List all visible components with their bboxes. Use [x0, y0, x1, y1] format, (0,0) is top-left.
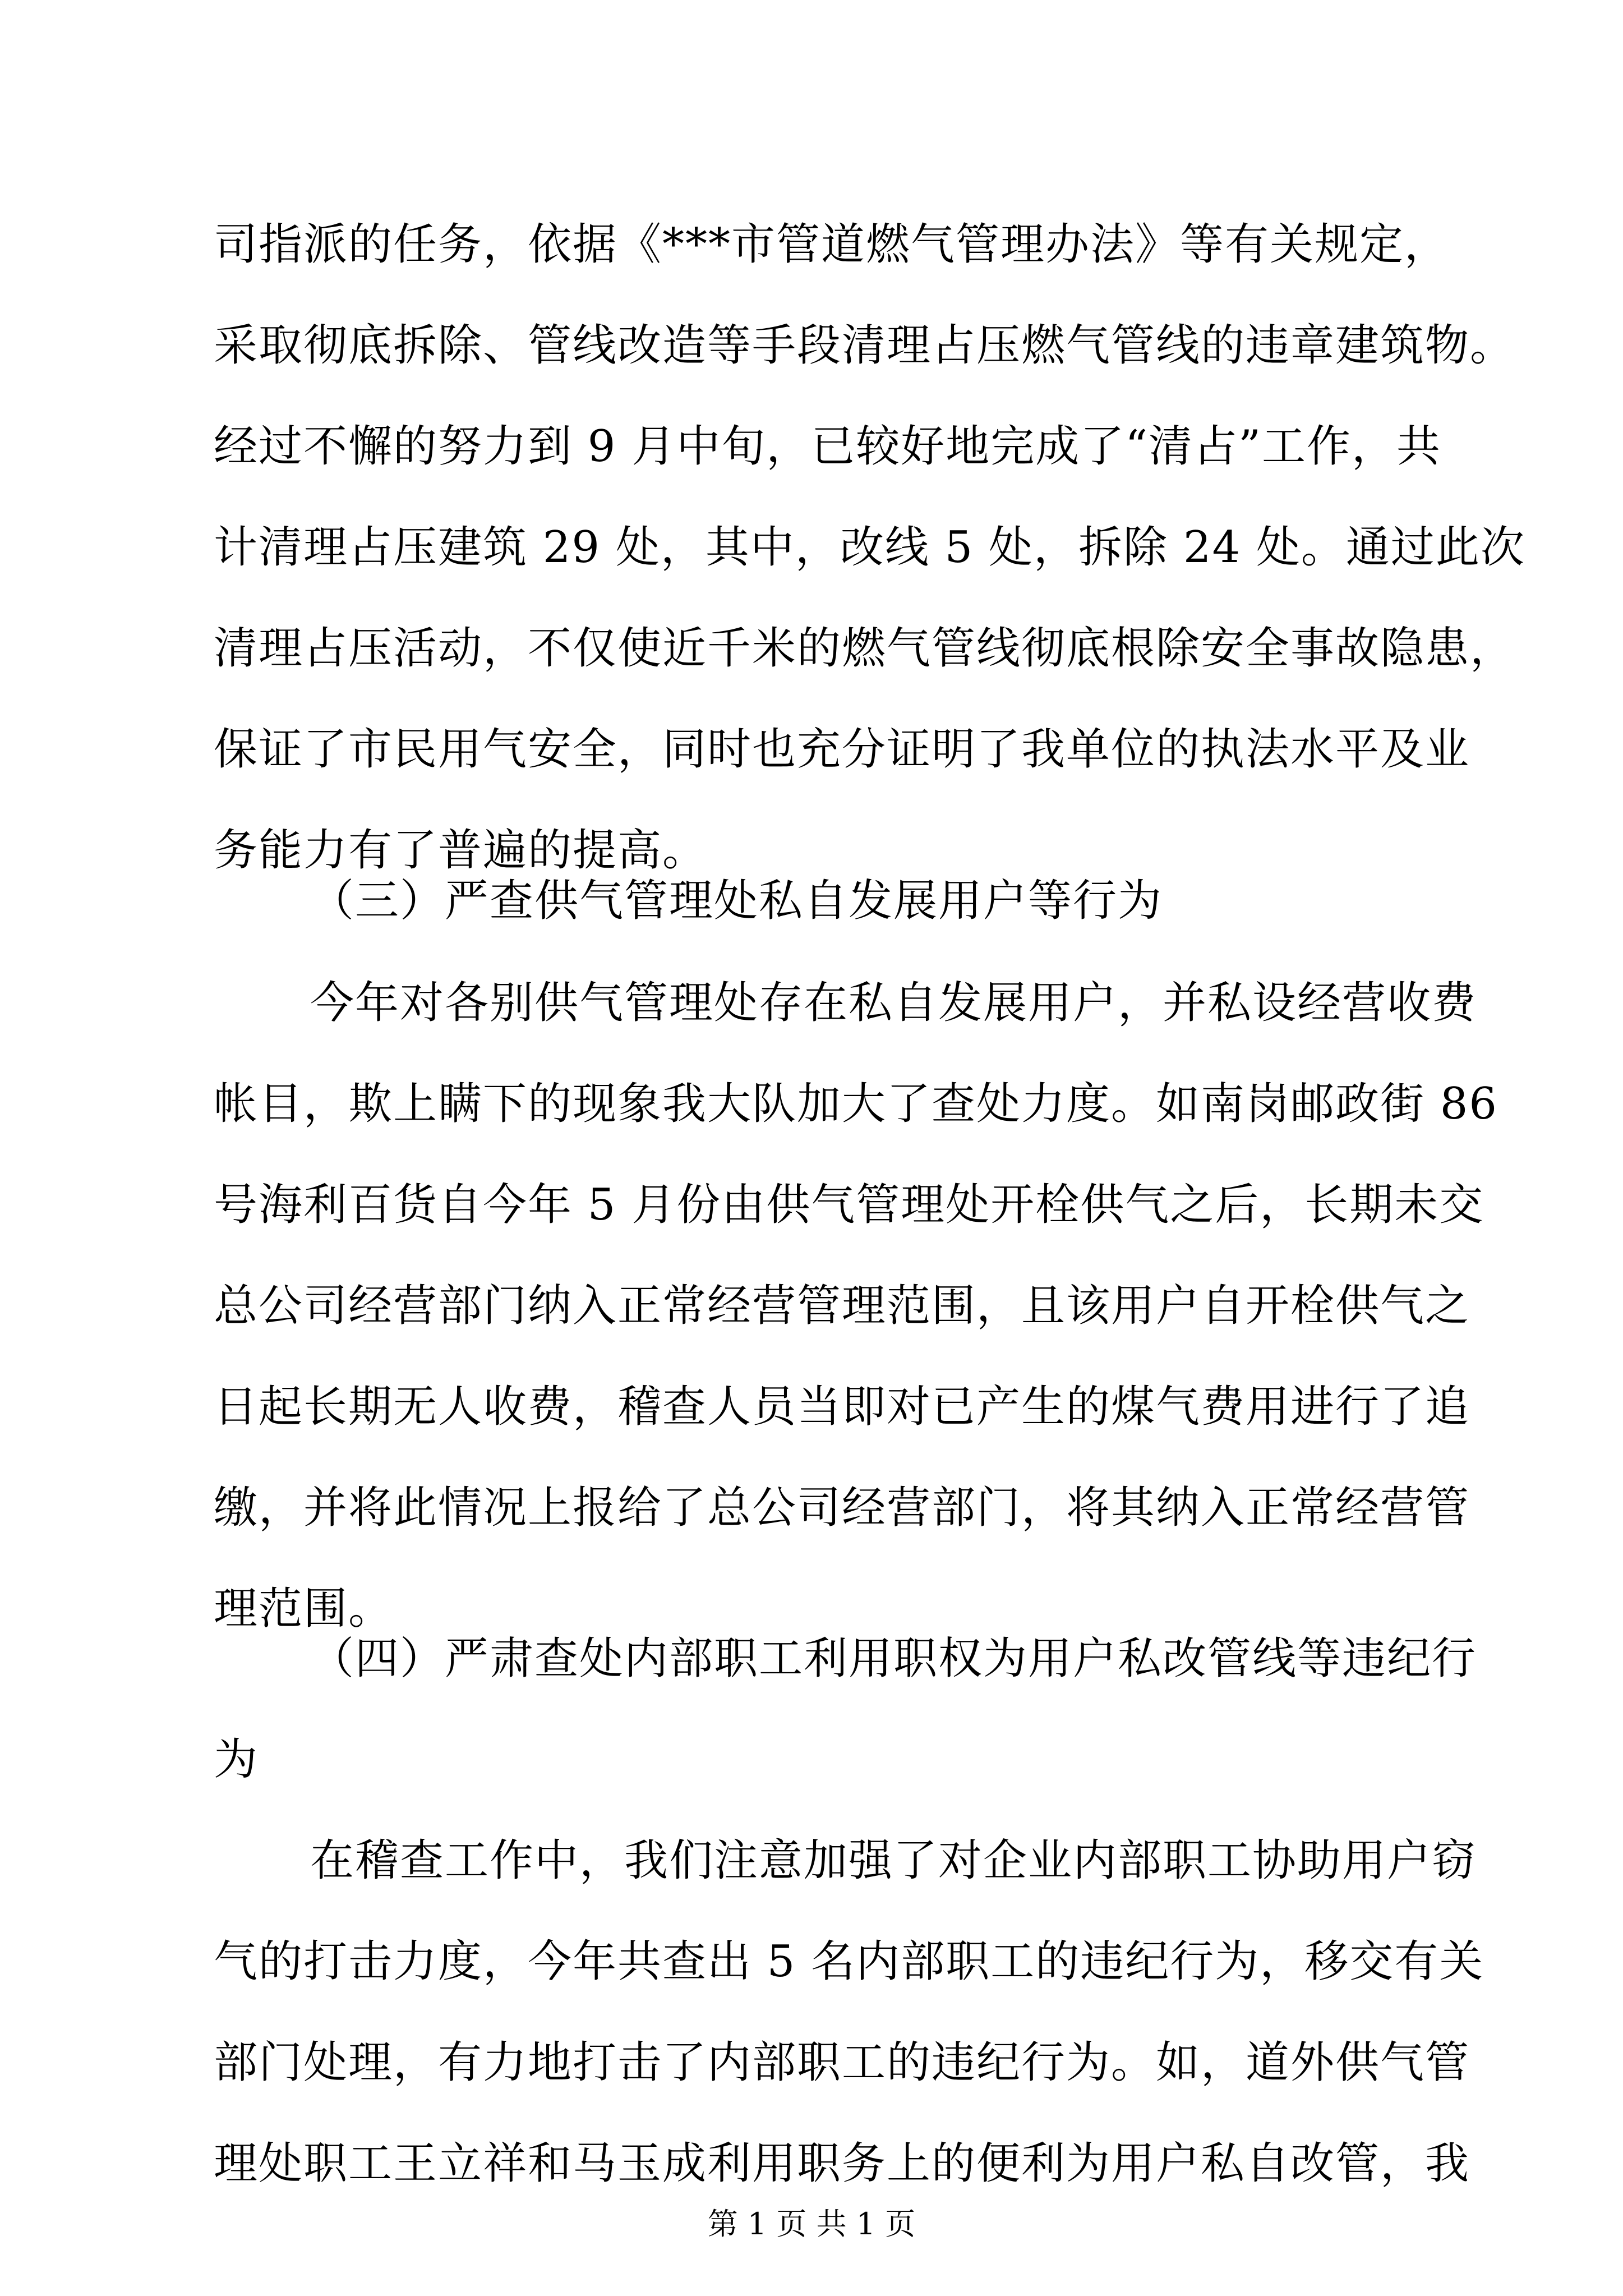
- text-line: 理范围。: [214, 1584, 394, 1634]
- text-line: 缴，并将此情况上报给了总公司经营部门，将其纳入正常经营管: [214, 1483, 1470, 1533]
- text-line: 司指派的任务，依据《***市管道燃气管理办法》等有关规定，: [214, 219, 1450, 270]
- text-line: 日起长期无人收费，稽查人员当即对已产生的煤气费用进行了追: [214, 1382, 1470, 1432]
- text-line: 在稽查工作中，我们注意加强了对企业内部职工协助用户窃: [310, 1835, 1477, 1886]
- section-heading: （三）严查供气管理处私自发展用户等行为: [310, 876, 1163, 926]
- text-line: 计清理占压建筑 29 处，其中，改线 5 处，拆除 24 处。通过此次: [214, 522, 1525, 573]
- text-line: 采取彻底拆除、管线改造等手段清理占压燃气管线的违章建筑物。: [214, 320, 1515, 371]
- text-line: 部门处理，有力地打击了内部职工的违纪行为。如，道外供气管: [214, 2037, 1470, 2088]
- text-line: 气的打击力度，今年共查出 5 名内部职工的违纪行为，移交有关: [214, 1936, 1484, 1987]
- section-heading-continued: 为: [214, 1734, 259, 1785]
- text-line: 务能力有了普遍的提高。: [214, 825, 708, 876]
- text-line: 今年对各别供气管理处存在私自发展用户，并私设经营收费: [310, 978, 1477, 1028]
- text-line: 理处职工王立祥和马玉成利用职务上的便利为用户私自改管，我: [214, 2138, 1470, 2189]
- text-line: 帐目，欺上瞒下的现象我大队加大了查处力度。如南岗邮政街 86: [214, 1079, 1498, 1129]
- page-footer: 第 1 页 共 1 页: [707, 2206, 916, 2242]
- text-line: 号海利百货自今年 5 月份由供气管理处开栓供气之后，长期未交: [214, 1180, 1484, 1230]
- text-line: 经过不懈的努力到 9 月中旬，已较好地完成了“清占”工作，共: [214, 421, 1441, 472]
- text-line: 保证了市民用气安全，同时也充分证明了我单位的执法水平及业: [214, 724, 1470, 775]
- text-line: 清理占压活动，不仅使近千米的燃气管线彻底根除安全事故隐患，: [214, 623, 1515, 674]
- section-heading: （四）严肃查处内部职工利用职权为用户私改管线等违纪行: [310, 1634, 1477, 1684]
- text-line: 总公司经营部门纳入正常经营管理范围，且该用户自开栓供气之: [214, 1281, 1470, 1331]
